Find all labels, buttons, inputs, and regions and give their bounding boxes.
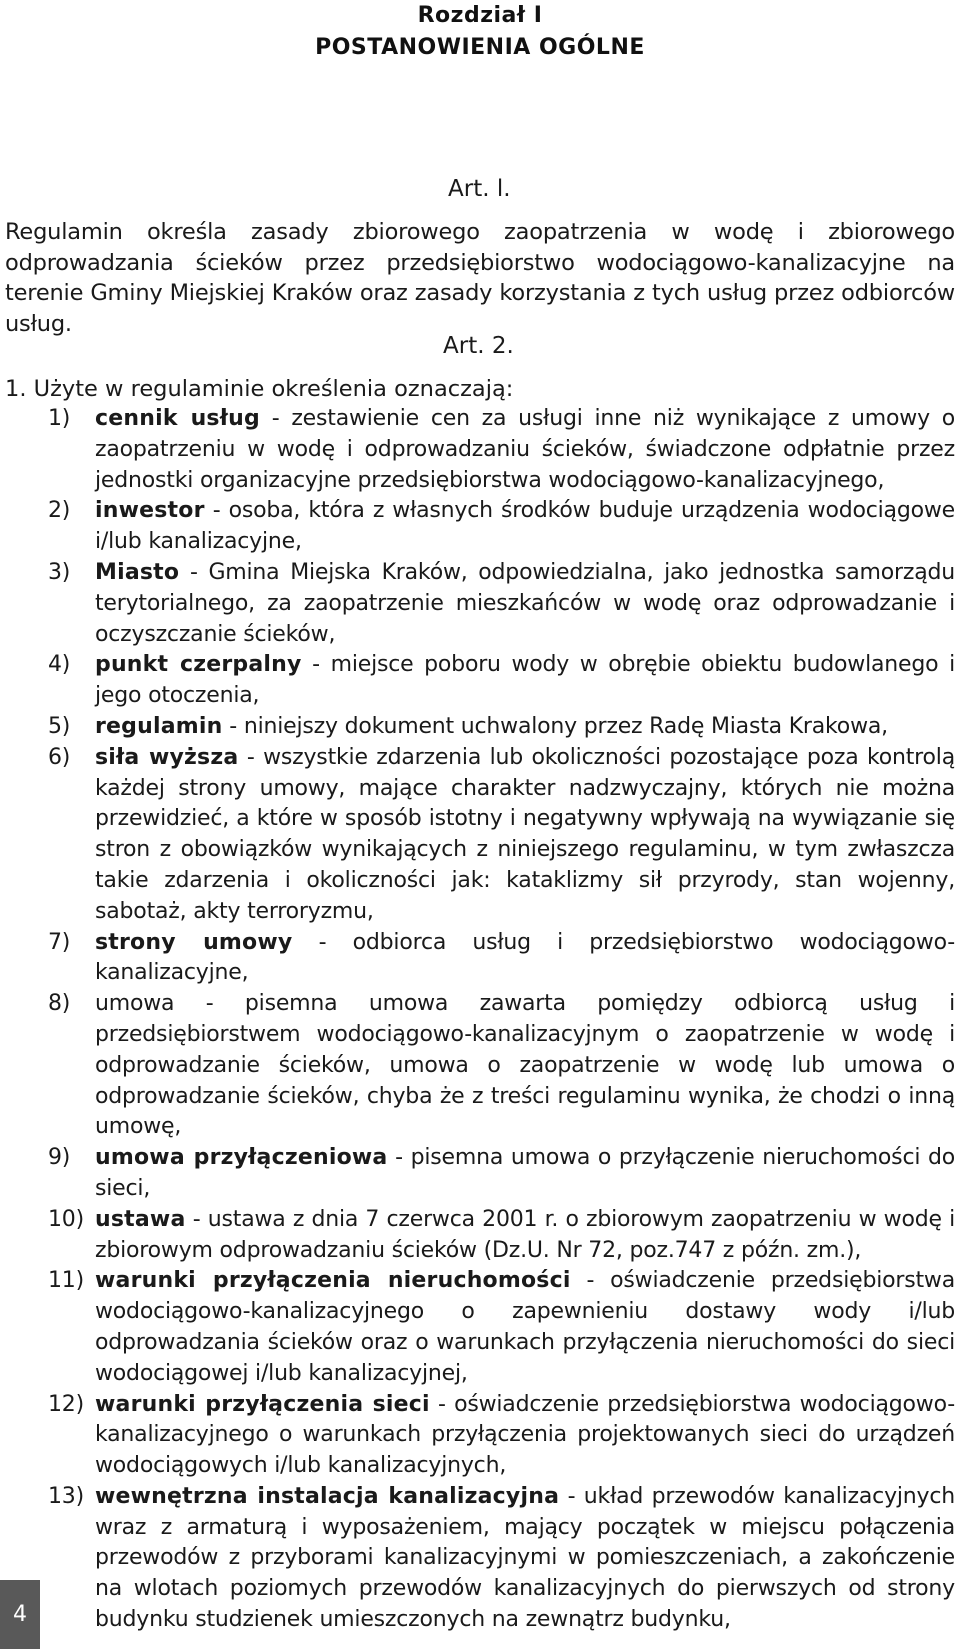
definition-number: 4) bbox=[48, 652, 71, 678]
definition-item bbox=[48, 650, 955, 712]
definition-number: 12) bbox=[48, 1391, 84, 1417]
definition-number: 8) bbox=[48, 991, 71, 1017]
definition-text: - oświadczenie przedsiębiorstwa wodociągowo-kanalizacyjnego o warunkach przyłączenia projektowanych sieci do urządzeń wodociągowych i/lub kanalizacyjnych, bbox=[95, 1391, 955, 1479]
definition-term: wewnętrzna instalacja kanalizacyjna bbox=[95, 1483, 560, 1509]
definition-number: 3) bbox=[48, 559, 71, 585]
definition-number: 6) bbox=[48, 744, 71, 770]
definition-number: 7) bbox=[48, 929, 71, 955]
definition-number: 11) bbox=[48, 1268, 84, 1294]
chapter-title: POSTANOWIENIA OGÓLNE bbox=[315, 35, 645, 60]
definition-text: - układ przewodów kanalizacyjnych wraz z armaturą i wyposażeniem, mający początek w miejscu połączenia przewodów z przyborami kanalizacyjnymi w pomieszczeniach, a zakończenie na wlotach poziomych przewodów kanalizacyjnych do pierwszych od strony budynku studzienek umieszczonych na zewnątrz budynku, bbox=[95, 1483, 956, 1633]
definition-item bbox=[48, 1205, 955, 1267]
definition-item bbox=[48, 1482, 955, 1636]
definition-number: 2) bbox=[48, 498, 71, 524]
definition-number: 10) bbox=[48, 1206, 84, 1232]
page-number: 4 bbox=[13, 1602, 27, 1627]
definition-item bbox=[48, 558, 955, 650]
definition-term: inwestor bbox=[95, 498, 205, 524]
article-1-text: Regulamin określa zasady zbiorowego zaopatrzenia w wodę i zbiorowego odprowadzania ścieków przez przedsiębiorstwo wodociągowo-kanalizacyjne na terenie Gminy Miejskiej Kraków oraz zasady korzystania z tych usług przez odbiorców usług. bbox=[5, 219, 955, 337]
definition-item bbox=[48, 496, 955, 558]
definition-item bbox=[48, 1143, 955, 1205]
definition-number: 5) bbox=[48, 713, 71, 739]
definition-text: - niniejszy dokument uchwalony przez Radę Miasta Krakowa, bbox=[222, 713, 888, 739]
definition-text: - miejsce poboru wody w obrębie obiektu budowlanego i jego otoczenia, bbox=[95, 652, 955, 709]
definition-term: cennik usług bbox=[95, 406, 260, 431]
definition-number: 13) bbox=[48, 1483, 84, 1509]
definition-item bbox=[48, 928, 955, 990]
definition-term: siła wyższa bbox=[95, 744, 239, 770]
definition-text: - pisemna umowa o przyłączenie nieruchomości do sieci, bbox=[95, 1145, 955, 1201]
definition-number: 9) bbox=[48, 1145, 71, 1171]
definition-text: - Gmina Miejska Kraków, odpowiedzialna, jako jednostka samorządu terytorialnego, za zaopatrzenie mieszkańców w wodę oraz odprowadzanie i oczyszczanie ścieków, bbox=[95, 559, 955, 647]
definition-term: regulamin bbox=[95, 713, 223, 739]
definition-text: - ustawa z dnia 7 czerwca 2001 r. o zbiorowym zaopatrzeniu w wodę i zbiorowym odprowadzaniu ścieków (Dz.U. Nr 72, poz.747 z późn. zm.), bbox=[95, 1206, 955, 1263]
definition-term: strony umowy bbox=[95, 929, 293, 955]
chapter-label: Rozdział I bbox=[417, 3, 543, 28]
definition-term: warunki przyłączenia nieruchomości bbox=[95, 1268, 571, 1294]
definition-text: - odbiorca usług i przedsiębiorstwo wodociągowo-kanalizacyjne, bbox=[95, 929, 955, 986]
definition-item bbox=[48, 743, 955, 928]
definition-number: 1) bbox=[48, 406, 71, 431]
article-1-heading: Art. l. bbox=[448, 176, 511, 202]
definition-term: Miasto bbox=[95, 559, 180, 585]
definition-text: - zestawienie cen za usługi inne niż wynikające z umowy o zaopatrzeniu w wodę i odprowadzaniu ścieków, świadczone odpłatnie przez jednostki organizacyjne przedsiębiorstwa wodociągowo-kanalizacyjnego, bbox=[95, 406, 955, 493]
definition-term: umowa przyłączeniowa bbox=[95, 1145, 388, 1171]
definition-item bbox=[48, 404, 955, 496]
definition-item bbox=[48, 1266, 955, 1389]
definition-item bbox=[48, 712, 955, 743]
definition-term: warunki przyłączenia sieci bbox=[95, 1391, 430, 1417]
article-2-heading: Art. 2. bbox=[443, 333, 514, 359]
definition-term: ustawa bbox=[95, 1206, 186, 1232]
page-number-badge bbox=[0, 1580, 40, 1649]
definition-term: punkt czerpalny bbox=[95, 652, 302, 678]
definition-text: umowa - pisemna umowa zawarta pomiędzy odbiorcą usług i przedsiębiorstwem wodociągowo-kanalizacyjnym o zaopatrzenie w wodę i odprowadzanie ścieków, umowa o zaopatrzenie w wodę lub umowa o odprowadzanie ścieków, chyba że z treści regulaminu wynika, że chodzi o inną umowę, bbox=[95, 991, 955, 1140]
definition-item bbox=[48, 989, 955, 1143]
definition-text: - oświadczenie przedsiębiorstwa wodociągowo-kanalizacyjnego o zapewnieniu dostawy wody i/lub odprowadzania ścieków oraz o warunkach przyłączenia nieruchomości do sieci wodociągowej i/lub kanalizacyjnej, bbox=[95, 1268, 955, 1386]
article-2-intro: 1. Użyte w regulaminie określenia oznaczają: bbox=[5, 376, 514, 402]
definition-text: - osoba, która z własnych środków buduje urządzenia wodociągowe i/lub kanalizacyjne, bbox=[95, 498, 955, 555]
definition-text: - wszystkie zdarzenia lub okoliczności pozostające poza kontrolą każdej strony umowy, mające charakter nadzwyczajny, których nie można przewidzieć, a które w sposób istotny i negatywny wpływają na wywiązanie się stron z obowiązków wynikających z niniejszego regulaminu, w tym zwłaszcza takie zdarzenia i okoliczności jak: kataklizmy sił przyrody, stan wojenny, sabotaż, akty terroryzmu, bbox=[95, 744, 955, 924]
definitions-list bbox=[48, 404, 955, 1636]
definition-item bbox=[48, 1390, 955, 1482]
